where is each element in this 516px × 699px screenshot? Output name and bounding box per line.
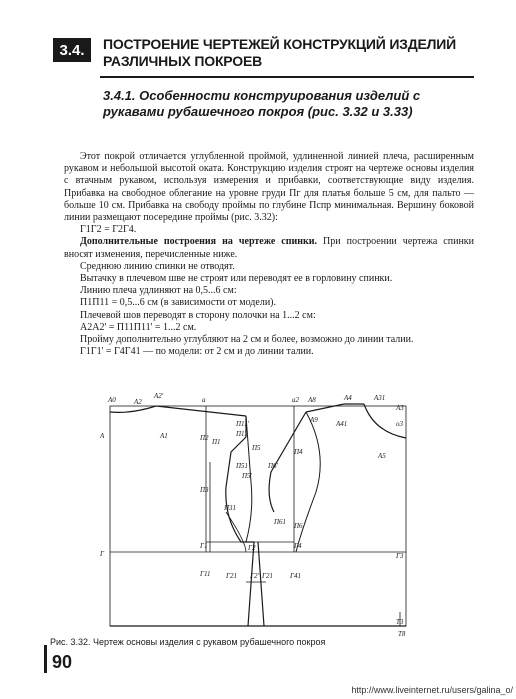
label-P5: П5	[252, 444, 261, 452]
pattern-drawing	[96, 392, 426, 642]
label-A5: А5	[378, 452, 386, 460]
label-G2pp: Г21	[262, 572, 273, 580]
list-line-2: Вытачку в плечевом шве не строят или переводят ее в горловину спинки.	[80, 273, 393, 285]
label-T8: Т8	[398, 630, 406, 638]
list-line-4: Плечевой шов переводят в сторону полочки на 1...2 см:	[80, 309, 316, 321]
label-A0: А0	[108, 396, 116, 404]
label-A1: А1	[160, 432, 168, 440]
watermark-url: http://www.liveinternet.ru/users/galina_o/	[351, 685, 513, 695]
formula-1: Г1Г2 = Г2Г4.	[80, 224, 137, 236]
label-a: а	[202, 396, 206, 404]
label-G41: Г41	[290, 572, 301, 580]
paragraph-1: Этот покрой отличается углубленной проймой, удлиненной линией плеча, расширенным рукавом и небольшой высотой оката. Конструкцию изделия строят на чертеже основы изделия с втачным рукавом, используя измерения и прибавки, соответствующие виду изделия. Прибавка на свободное облегание на уровне груди Пг для платья больше 5 см, для пальто — больше 10 см. Прибавка на свободу проймы по глубине Пспр минимальная. Вершину боковой линии размещают посередине проймы (рис. 3.32):	[64, 151, 474, 224]
formula-2: П1П11 = 0,5...6 см (в зависимости от модели).	[80, 297, 276, 309]
label-P6: П6	[294, 522, 303, 530]
paragraph-2	[64, 236, 474, 260]
label-P11p: П11'	[236, 420, 250, 428]
frame-rect	[110, 406, 406, 626]
body-text	[64, 151, 474, 358]
label-G3: Г3	[396, 552, 404, 560]
label-P2: П2	[200, 434, 209, 442]
list-line-5: Пройму дополнительно углубляют на 2 см и более, возможно до линии талии.	[80, 334, 414, 346]
figure-caption: Рис. 3.32. Чертеж основы изделия с рукавом рубашечного покроя	[50, 637, 326, 647]
label-A2: А2	[134, 398, 142, 406]
page-bar	[44, 645, 47, 673]
label-P3: П3	[200, 486, 209, 494]
label-P5p: П5'	[242, 472, 253, 480]
label-P1: П1	[212, 438, 221, 446]
label-G4: Г4	[294, 542, 302, 550]
label-P61: П61	[274, 518, 287, 526]
label-G2: Г2	[248, 544, 256, 552]
label-A3: А3	[396, 404, 404, 412]
label-P51: П51	[236, 462, 249, 470]
formula-3: А2А2' = П11П11' = 1...2 см.	[80, 321, 197, 333]
section-title: ПОСТРОЕНИЕ ЧЕРТЕЖЕЙ КОНСТРУКЦИЙ ИЗДЕЛИЙ РАЗЛИЧНЫХ ПОКРОЕВ	[103, 36, 457, 69]
list-line-3: Линию плеча удлиняют на 0,5...6 см:	[80, 285, 237, 297]
label-o3: о3	[396, 420, 403, 428]
label-P31: П31	[224, 504, 237, 512]
label-P4: П4	[294, 448, 303, 456]
label-A2p: А2'	[154, 392, 164, 400]
subsection-title: 3.4.1. Особенности конструирования изделий с рукавами рубашечного покроя (рис. 3.32 и 3.33)	[103, 88, 421, 119]
label-A31: А31	[374, 394, 386, 402]
label-P11: П11	[236, 430, 248, 438]
section-number: 3.4.	[53, 38, 91, 62]
label-G: Г	[100, 550, 104, 558]
paragraph-2-lead: Дополнительные построения на чертеже спинки.	[80, 236, 318, 248]
label-A: А	[100, 432, 105, 440]
page-number: 90	[52, 652, 73, 672]
header-rule	[100, 76, 474, 78]
formula-4: Г1Г1' = Г4Г41 — по модели: от 2 см и до линии талии.	[80, 346, 314, 358]
label-A8: А8	[308, 396, 316, 404]
label-G2p: Г2'	[250, 572, 259, 580]
label-a2: а2	[292, 396, 299, 404]
label-A4: А4	[344, 394, 352, 402]
label-P6p: П6'	[268, 462, 279, 470]
label-T3: Т3	[396, 618, 404, 626]
label-G11: Г11	[200, 570, 211, 578]
label-A41: А41	[336, 420, 348, 428]
label-G1: Г1	[200, 542, 208, 550]
list-line-1: Среднюю линию спинки не отводят.	[80, 260, 235, 272]
pattern-drawing-svg	[96, 392, 426, 642]
label-G21: Г21	[226, 572, 237, 580]
paragraph-2-rest: При построении чертежа спинки вносят изменения, перечисленные ниже.	[64, 236, 475, 260]
label-A9: А9	[310, 416, 318, 424]
